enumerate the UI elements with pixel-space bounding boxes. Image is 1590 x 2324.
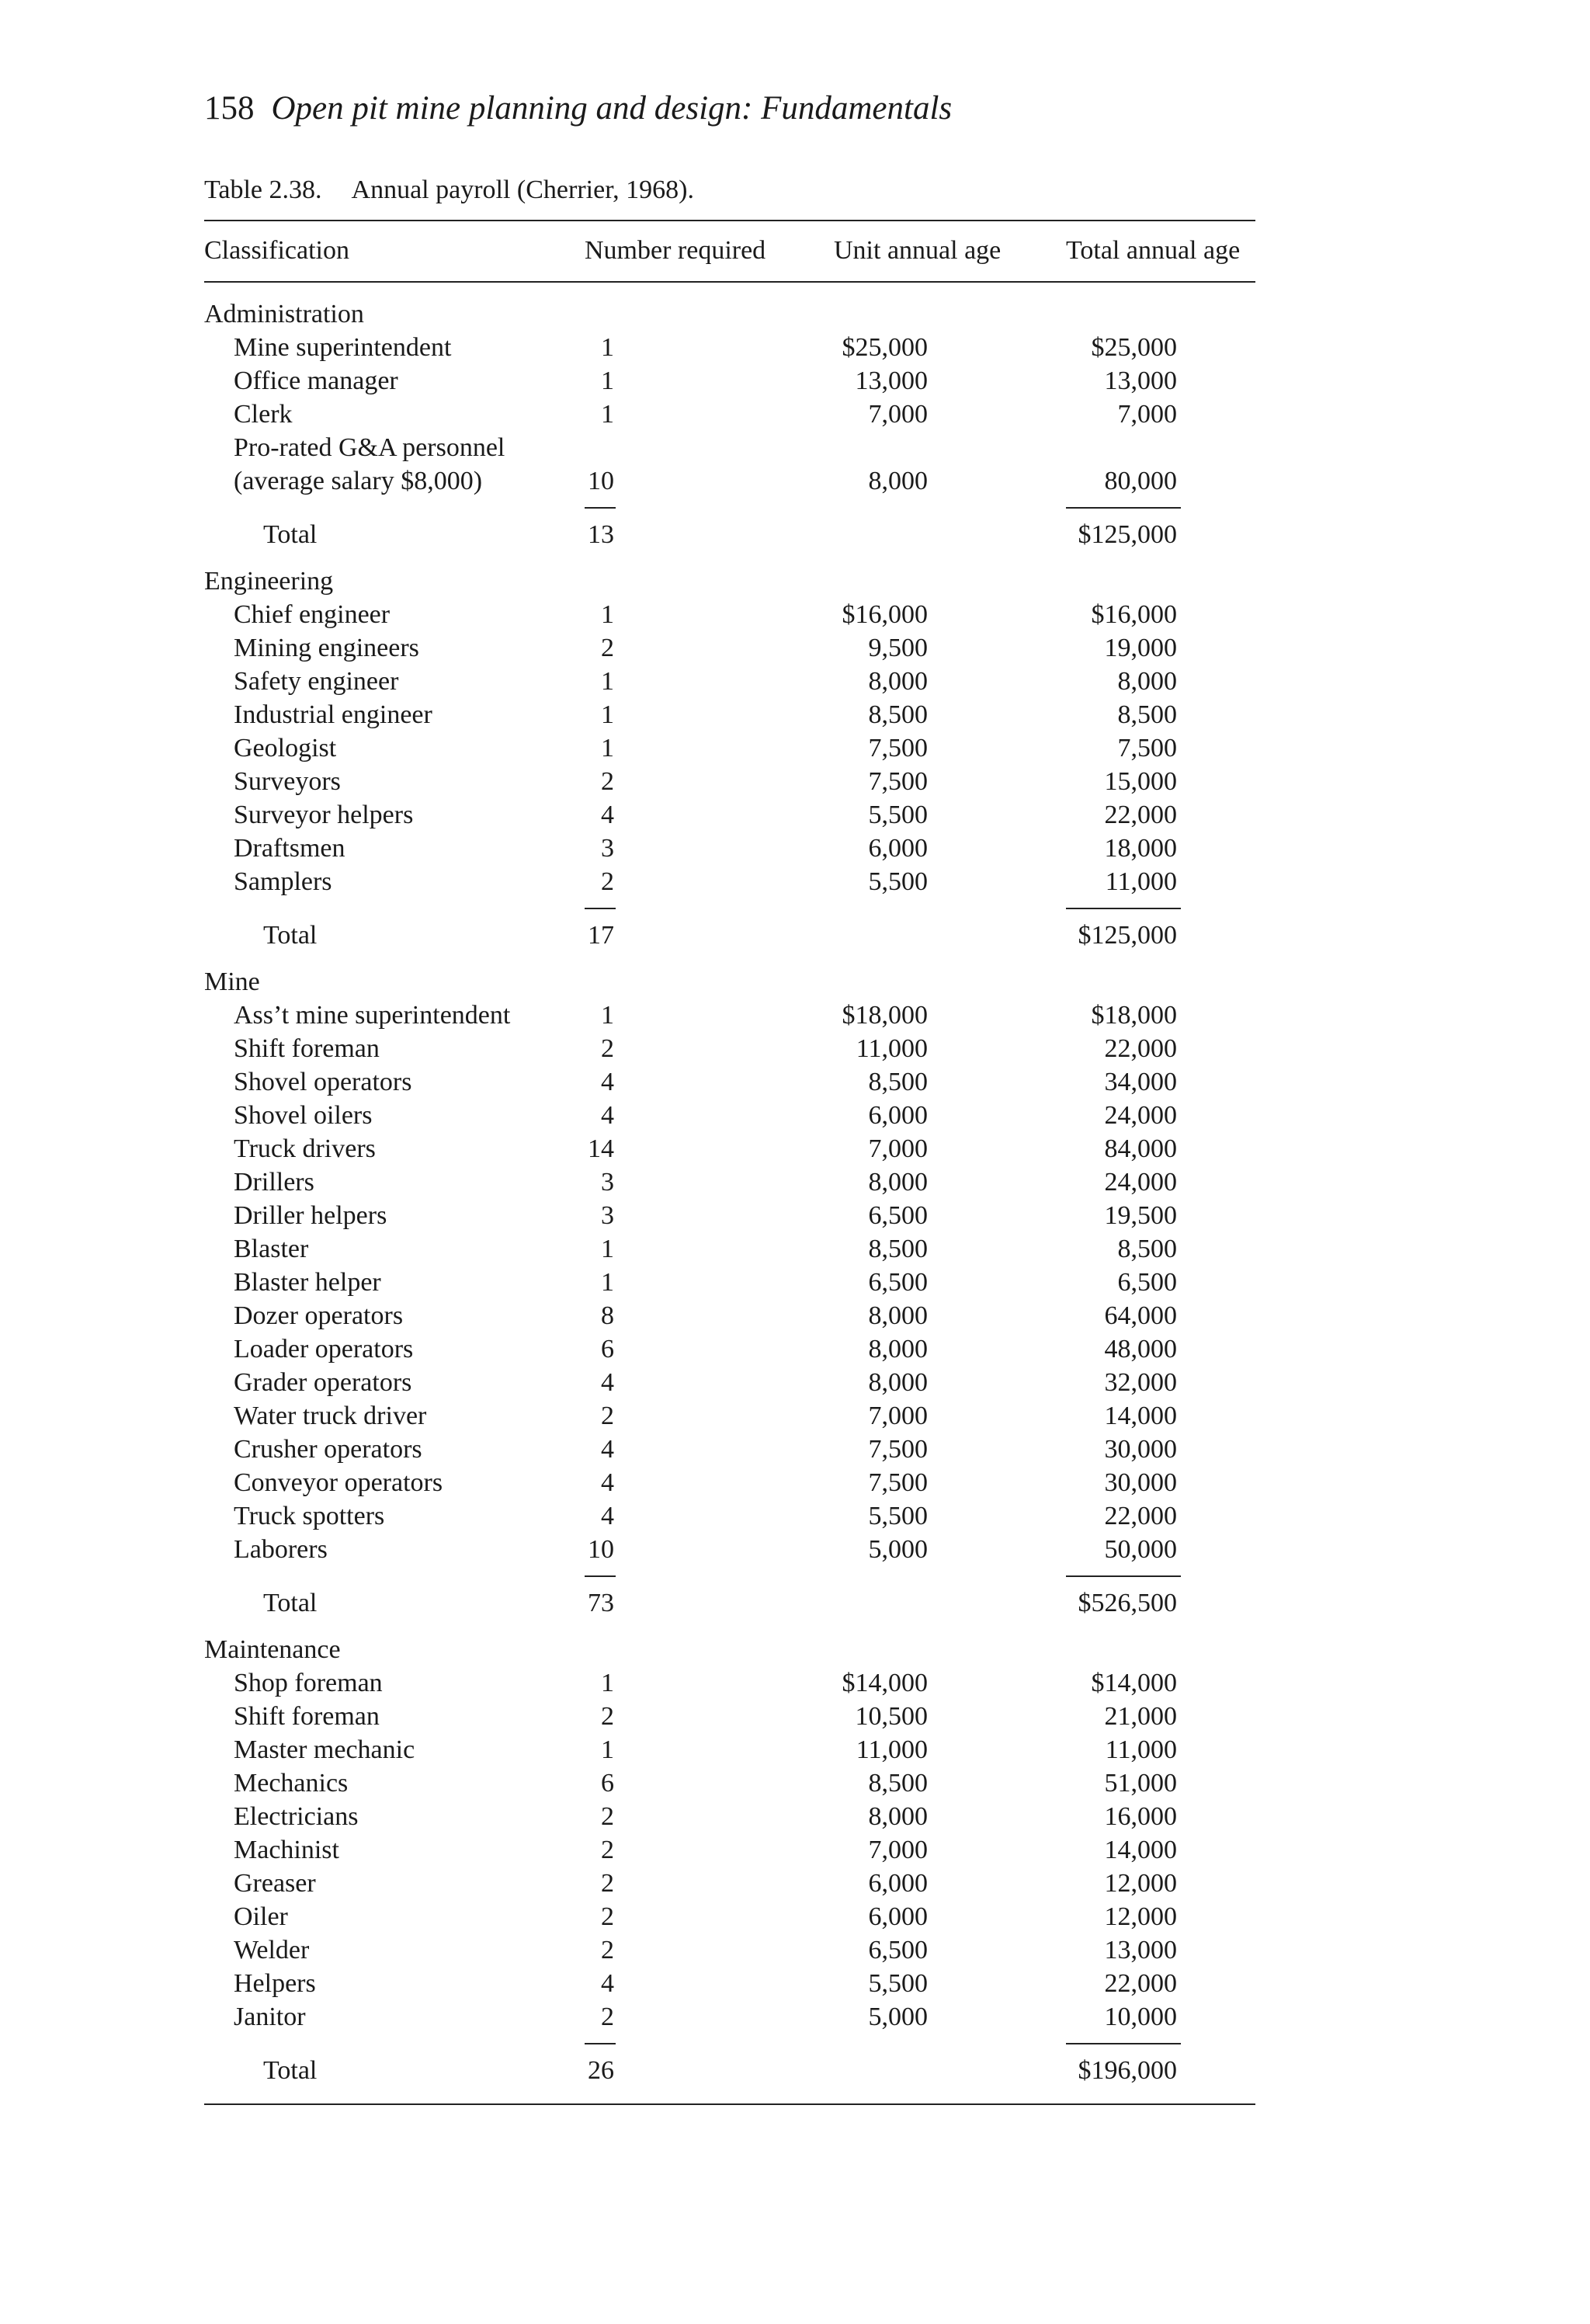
number-required-cell: 1 bbox=[601, 333, 614, 362]
classification-cell: Mine superintendent bbox=[234, 333, 452, 362]
header-unit-annual-age: Unit annual age bbox=[834, 236, 1002, 265]
table-row bbox=[0, 698, 1590, 731]
table-row bbox=[0, 1766, 1590, 1800]
total-annual-age-cell: 24,000 bbox=[1104, 1101, 1177, 1130]
number-required-cell: 13 bbox=[588, 520, 614, 549]
unit-annual-age-cell: 7,000 bbox=[868, 400, 928, 429]
unit-annual-age-cell: 8,000 bbox=[868, 1802, 928, 1831]
unit-annual-age-cell: 8,500 bbox=[868, 700, 928, 729]
number-required-cell: 3 bbox=[601, 834, 614, 863]
unit-annual-age-cell: 6,000 bbox=[868, 1902, 928, 1931]
table-row bbox=[0, 1933, 1590, 1967]
number-required-cell: 1 bbox=[601, 400, 614, 429]
total-annual-age-cell: 14,000 bbox=[1104, 1402, 1177, 1430]
section-name: Administration bbox=[204, 300, 364, 328]
number-required-cell: 4 bbox=[601, 1068, 614, 1096]
unit-annual-age-cell: 13,000 bbox=[855, 366, 928, 395]
unit-annual-age-cell: 6,000 bbox=[868, 1869, 928, 1898]
number-required-cell: 4 bbox=[601, 1969, 614, 1998]
total-annual-age-cell: $125,000 bbox=[1078, 921, 1177, 950]
total-annual-age-cell: 8,000 bbox=[1117, 667, 1177, 696]
unit-annual-age-cell: 11,000 bbox=[856, 1034, 928, 1063]
total-row bbox=[0, 518, 1590, 551]
total-annual-age-cell: 7,500 bbox=[1117, 734, 1177, 763]
number-required-cell: 8 bbox=[601, 1301, 614, 1330]
number-required-cell: 6 bbox=[601, 1769, 614, 1798]
number-required-cell: 2 bbox=[601, 1902, 614, 1931]
table-row bbox=[0, 1733, 1590, 1766]
number-required-cell: 1 bbox=[601, 1735, 614, 1764]
total-annual-age-cell: 80,000 bbox=[1104, 467, 1177, 495]
section-name: Maintenance bbox=[204, 1635, 341, 1664]
total-annual-age-cell: 11,000 bbox=[1105, 1735, 1177, 1764]
classification-cell: (average salary $8,000) bbox=[234, 467, 483, 495]
total-label: Total bbox=[263, 520, 318, 549]
number-required-cell: 2 bbox=[601, 1034, 614, 1063]
total-annual-age-cell: 51,000 bbox=[1104, 1769, 1177, 1798]
unit-annual-age-cell: 5,500 bbox=[868, 801, 928, 829]
total-annual-age-cell: 34,000 bbox=[1104, 1068, 1177, 1096]
classification-cell: Helpers bbox=[234, 1969, 316, 1998]
number-required-cell: 1 bbox=[601, 667, 614, 696]
total-annual-age-cell: $196,000 bbox=[1078, 2056, 1177, 2085]
subtotal-rule-number bbox=[585, 2043, 616, 2044]
table-caption bbox=[204, 177, 694, 203]
unit-annual-age-cell: $16,000 bbox=[842, 600, 928, 629]
number-required-cell: 17 bbox=[588, 921, 614, 950]
classification-cell: Dozer operators bbox=[234, 1301, 404, 1330]
classification-cell: Welder bbox=[234, 1936, 310, 1964]
total-row bbox=[0, 1586, 1590, 1620]
subtotal-rule-number bbox=[585, 507, 616, 509]
classification-cell: Water truck driver bbox=[234, 1402, 427, 1430]
book-subtitle: : Fundamentals bbox=[741, 90, 953, 127]
number-required-cell: 2 bbox=[601, 1402, 614, 1430]
classification-cell: Greaser bbox=[234, 1869, 316, 1898]
unit-annual-age-cell: 8,000 bbox=[868, 1301, 928, 1330]
classification-cell: Electricians bbox=[234, 1802, 359, 1831]
table-row bbox=[0, 1433, 1590, 1466]
number-required-cell: 4 bbox=[601, 1435, 614, 1464]
table-row bbox=[0, 1800, 1590, 1833]
header-number-required: Number required bbox=[585, 236, 766, 265]
number-required-cell: 2 bbox=[601, 1702, 614, 1731]
total-annual-age-cell: 30,000 bbox=[1104, 1468, 1177, 1497]
number-required-cell: 2 bbox=[601, 867, 614, 896]
classification-cell: Clerk bbox=[234, 400, 293, 429]
unit-annual-age-cell: 7,500 bbox=[868, 1468, 928, 1497]
table-row bbox=[0, 731, 1590, 765]
total-annual-age-cell: 10,000 bbox=[1104, 2003, 1177, 2031]
table-row bbox=[0, 398, 1590, 431]
classification-cell: Drillers bbox=[234, 1168, 314, 1197]
number-required-cell: 4 bbox=[601, 1101, 614, 1130]
table-row bbox=[0, 865, 1590, 898]
total-row bbox=[0, 919, 1590, 952]
table-row bbox=[0, 1199, 1590, 1232]
section-name: Engineering bbox=[204, 567, 334, 596]
classification-cell: Grader operators bbox=[234, 1368, 412, 1397]
total-annual-age-cell: 32,000 bbox=[1104, 1368, 1177, 1397]
unit-annual-age-cell: 5,000 bbox=[868, 1535, 928, 1564]
subtotal-rule-total bbox=[1066, 908, 1181, 909]
table-row bbox=[0, 1833, 1590, 1867]
unit-annual-age-cell: 5,500 bbox=[868, 1969, 928, 1998]
classification-cell: Chief engineer bbox=[234, 600, 391, 629]
classification-cell: Industrial engineer bbox=[234, 700, 432, 729]
table-top-rule bbox=[204, 220, 1255, 221]
table-row bbox=[0, 1967, 1590, 2000]
number-required-cell: 4 bbox=[601, 801, 614, 829]
classification-cell: Conveyor operators bbox=[234, 1468, 443, 1497]
header-total-annual-age: Total annual age bbox=[1066, 236, 1241, 265]
classification-cell: Shift foreman bbox=[234, 1034, 380, 1063]
unit-annual-age-cell: $25,000 bbox=[842, 333, 928, 362]
number-required-cell: 2 bbox=[601, 2003, 614, 2031]
classification-cell: Blaster helper bbox=[234, 1268, 381, 1297]
table-row bbox=[0, 665, 1590, 698]
number-required-cell: 1 bbox=[601, 1235, 614, 1263]
classification-cell: Blaster bbox=[234, 1235, 309, 1263]
table-row bbox=[0, 1399, 1590, 1433]
classification-cell: Driller helpers bbox=[234, 1201, 387, 1230]
number-required-cell: 1 bbox=[601, 734, 614, 763]
classification-cell: Geologist bbox=[234, 734, 337, 763]
table-row bbox=[0, 1867, 1590, 1900]
classification-cell: Master mechanic bbox=[234, 1735, 415, 1764]
table-row bbox=[0, 598, 1590, 631]
table-row bbox=[0, 1299, 1590, 1332]
classification-cell: Shop foreman bbox=[234, 1669, 383, 1697]
subtotal-rule-number bbox=[585, 1575, 616, 1577]
number-required-cell: 4 bbox=[601, 1468, 614, 1497]
table-row bbox=[0, 1666, 1590, 1700]
number-required-cell: 1 bbox=[601, 1669, 614, 1697]
unit-annual-age-cell: 5,000 bbox=[868, 2003, 928, 2031]
total-annual-age-cell: $14,000 bbox=[1091, 1669, 1177, 1697]
classification-cell: Surveyor helpers bbox=[234, 801, 414, 829]
number-required-cell: 10 bbox=[588, 467, 614, 495]
table-label: Table 2.38. bbox=[204, 175, 322, 204]
table-row bbox=[0, 2000, 1590, 2034]
table-row bbox=[0, 1266, 1590, 1299]
number-required-cell: 2 bbox=[601, 1836, 614, 1864]
total-annual-age-cell: 22,000 bbox=[1104, 801, 1177, 829]
section-row bbox=[0, 564, 1590, 598]
unit-annual-age-cell: 6,000 bbox=[868, 834, 928, 863]
total-annual-age-cell: 14,000 bbox=[1104, 1836, 1177, 1864]
classification-cell: Office manager bbox=[234, 366, 398, 395]
table-row bbox=[0, 1900, 1590, 1933]
classification-cell: Shovel operators bbox=[234, 1068, 412, 1096]
unit-annual-age-cell: 8,500 bbox=[868, 1068, 928, 1096]
table-row bbox=[0, 765, 1590, 798]
unit-annual-age-cell: 7,000 bbox=[868, 1134, 928, 1163]
total-row bbox=[0, 2054, 1590, 2087]
table-row bbox=[0, 798, 1590, 832]
total-annual-age-cell: 8,500 bbox=[1117, 1235, 1177, 1263]
table-row bbox=[0, 1132, 1590, 1165]
classification-cell: Mining engineers bbox=[234, 634, 419, 662]
total-label: Total bbox=[263, 921, 318, 950]
unit-annual-age-cell: 5,500 bbox=[868, 1502, 928, 1530]
number-required-cell: 1 bbox=[601, 600, 614, 629]
total-annual-age-cell: $125,000 bbox=[1078, 520, 1177, 549]
total-label: Total bbox=[263, 1589, 318, 1617]
table-row bbox=[0, 1366, 1590, 1399]
classification-cell: Shovel oilers bbox=[234, 1101, 373, 1130]
table-row bbox=[0, 464, 1590, 498]
number-required-cell: 6 bbox=[601, 1335, 614, 1363]
table-row bbox=[0, 1533, 1590, 1566]
total-annual-age-cell: 7,000 bbox=[1117, 400, 1177, 429]
section-row bbox=[0, 965, 1590, 999]
subtotal-rule-total bbox=[1066, 1575, 1181, 1577]
total-annual-age-cell: 13,000 bbox=[1104, 366, 1177, 395]
unit-annual-age-cell: 8,000 bbox=[868, 1368, 928, 1397]
total-annual-age-cell: 19,000 bbox=[1104, 634, 1177, 662]
unit-annual-age-cell: 8,500 bbox=[868, 1235, 928, 1263]
total-annual-age-cell: $526,500 bbox=[1078, 1589, 1177, 1617]
number-required-cell: 4 bbox=[601, 1368, 614, 1397]
total-annual-age-cell: 21,000 bbox=[1104, 1702, 1177, 1731]
table-row bbox=[0, 832, 1590, 865]
table-row bbox=[0, 431, 1590, 464]
number-required-cell: 14 bbox=[588, 1134, 614, 1163]
classification-cell: Shift foreman bbox=[234, 1702, 380, 1731]
table-row bbox=[0, 999, 1590, 1032]
total-annual-age-cell: 48,000 bbox=[1104, 1335, 1177, 1363]
total-annual-age-cell: 30,000 bbox=[1104, 1435, 1177, 1464]
header-classification: Classification bbox=[204, 236, 349, 265]
number-required-cell: 2 bbox=[601, 634, 614, 662]
total-annual-age-cell: 84,000 bbox=[1104, 1134, 1177, 1163]
running-head bbox=[204, 92, 952, 125]
table-header-rule bbox=[204, 281, 1255, 283]
unit-annual-age-cell: 5,500 bbox=[868, 867, 928, 896]
unit-annual-age-cell: 11,000 bbox=[856, 1735, 928, 1764]
total-annual-age-cell: 11,000 bbox=[1105, 867, 1177, 896]
unit-annual-age-cell: 7,500 bbox=[868, 767, 928, 796]
table-row bbox=[0, 331, 1590, 364]
classification-cell: Surveyors bbox=[234, 767, 341, 796]
classification-cell: Laborers bbox=[234, 1535, 328, 1564]
unit-annual-age-cell: 7,500 bbox=[868, 734, 928, 763]
section-row bbox=[0, 297, 1590, 331]
table-row bbox=[0, 1165, 1590, 1199]
unit-annual-age-cell: 6,500 bbox=[868, 1268, 928, 1297]
table-row bbox=[0, 1700, 1590, 1733]
unit-annual-age-cell: $18,000 bbox=[842, 1001, 928, 1030]
total-annual-age-cell: 12,000 bbox=[1104, 1869, 1177, 1898]
number-required-cell: 2 bbox=[601, 767, 614, 796]
page-number: 158 bbox=[204, 90, 255, 127]
book-title: Open pit mine planning and design bbox=[271, 90, 742, 127]
classification-cell: Mechanics bbox=[234, 1769, 349, 1798]
total-annual-age-cell: 18,000 bbox=[1104, 834, 1177, 863]
number-required-cell: 4 bbox=[601, 1502, 614, 1530]
number-required-cell: 3 bbox=[601, 1168, 614, 1197]
total-annual-age-cell: 12,000 bbox=[1104, 1902, 1177, 1931]
total-annual-age-cell: 13,000 bbox=[1104, 1936, 1177, 1964]
table-row bbox=[0, 1466, 1590, 1499]
table-row bbox=[0, 364, 1590, 398]
unit-annual-age-cell: 8,500 bbox=[868, 1769, 928, 1798]
number-required-cell: 1 bbox=[601, 1001, 614, 1030]
table-row bbox=[0, 1499, 1590, 1533]
number-required-cell: 2 bbox=[601, 1936, 614, 1964]
table-row bbox=[0, 1332, 1590, 1366]
unit-annual-age-cell: 7,000 bbox=[868, 1402, 928, 1430]
total-annual-age-cell: 22,000 bbox=[1104, 1969, 1177, 1998]
total-annual-age-cell: 24,000 bbox=[1104, 1168, 1177, 1197]
number-required-cell: 73 bbox=[588, 1589, 614, 1617]
total-annual-age-cell: 22,000 bbox=[1104, 1034, 1177, 1063]
section-name: Mine bbox=[204, 967, 260, 996]
unit-annual-age-cell: 6,500 bbox=[868, 1936, 928, 1964]
unit-annual-age-cell: 8,000 bbox=[868, 467, 928, 495]
total-annual-age-cell: 19,500 bbox=[1104, 1201, 1177, 1230]
unit-annual-age-cell: 6,000 bbox=[868, 1101, 928, 1130]
total-annual-age-cell: 50,000 bbox=[1104, 1535, 1177, 1564]
unit-annual-age-cell: 8,000 bbox=[868, 1168, 928, 1197]
total-annual-age-cell: 22,000 bbox=[1104, 1502, 1177, 1530]
unit-annual-age-cell: 10,500 bbox=[855, 1702, 928, 1731]
total-annual-age-cell: 8,500 bbox=[1117, 700, 1177, 729]
total-annual-age-cell: $18,000 bbox=[1091, 1001, 1177, 1030]
number-required-cell: 1 bbox=[601, 700, 614, 729]
classification-cell: Safety engineer bbox=[234, 667, 399, 696]
number-required-cell: 1 bbox=[601, 1268, 614, 1297]
total-label: Total bbox=[263, 2056, 318, 2085]
total-annual-age-cell: 15,000 bbox=[1104, 767, 1177, 796]
subtotal-rule-total bbox=[1066, 507, 1181, 509]
table-row bbox=[0, 1232, 1590, 1266]
number-required-cell: 3 bbox=[601, 1201, 614, 1230]
classification-cell: Truck spotters bbox=[234, 1502, 385, 1530]
classification-cell: Janitor bbox=[234, 2003, 306, 2031]
classification-cell: Machinist bbox=[234, 1836, 339, 1864]
unit-annual-age-cell: 8,000 bbox=[868, 1335, 928, 1363]
number-required-cell: 26 bbox=[588, 2056, 614, 2085]
classification-cell: Oiler bbox=[234, 1902, 288, 1931]
unit-annual-age-cell: 9,500 bbox=[868, 634, 928, 662]
classification-cell: Samplers bbox=[234, 867, 332, 896]
total-annual-age-cell: 6,500 bbox=[1117, 1268, 1177, 1297]
table-row bbox=[0, 1065, 1590, 1099]
unit-annual-age-cell: 7,500 bbox=[868, 1435, 928, 1464]
number-required-cell: 2 bbox=[601, 1869, 614, 1898]
classification-cell: Truck drivers bbox=[234, 1134, 376, 1163]
number-required-cell: 10 bbox=[588, 1535, 614, 1564]
number-required-cell: 2 bbox=[601, 1802, 614, 1831]
table-row bbox=[0, 631, 1590, 665]
total-annual-age-cell: $25,000 bbox=[1091, 333, 1177, 362]
classification-cell: Crusher operators bbox=[234, 1435, 422, 1464]
classification-cell: Ass’t mine superintendent bbox=[234, 1001, 511, 1030]
table-bottom-rule bbox=[204, 2103, 1255, 2105]
unit-annual-age-cell: 7,000 bbox=[868, 1836, 928, 1864]
classification-cell: Loader operators bbox=[234, 1335, 414, 1363]
unit-annual-age-cell: 6,500 bbox=[868, 1201, 928, 1230]
subtotal-rule-number bbox=[585, 908, 616, 909]
unit-annual-age-cell: $14,000 bbox=[842, 1669, 928, 1697]
table-caption-text: Annual payroll (Cherrier, 1968). bbox=[351, 175, 694, 204]
section-row bbox=[0, 1633, 1590, 1666]
total-annual-age-cell: $16,000 bbox=[1091, 600, 1177, 629]
total-annual-age-cell: 64,000 bbox=[1104, 1301, 1177, 1330]
table-row bbox=[0, 1099, 1590, 1132]
total-annual-age-cell: 16,000 bbox=[1104, 1802, 1177, 1831]
classification-cell: Pro-rated G&A personnel bbox=[234, 433, 505, 462]
number-required-cell: 1 bbox=[601, 366, 614, 395]
classification-cell: Draftsmen bbox=[234, 834, 345, 863]
table-row bbox=[0, 1032, 1590, 1065]
unit-annual-age-cell: 8,000 bbox=[868, 667, 928, 696]
subtotal-rule-total bbox=[1066, 2043, 1181, 2044]
